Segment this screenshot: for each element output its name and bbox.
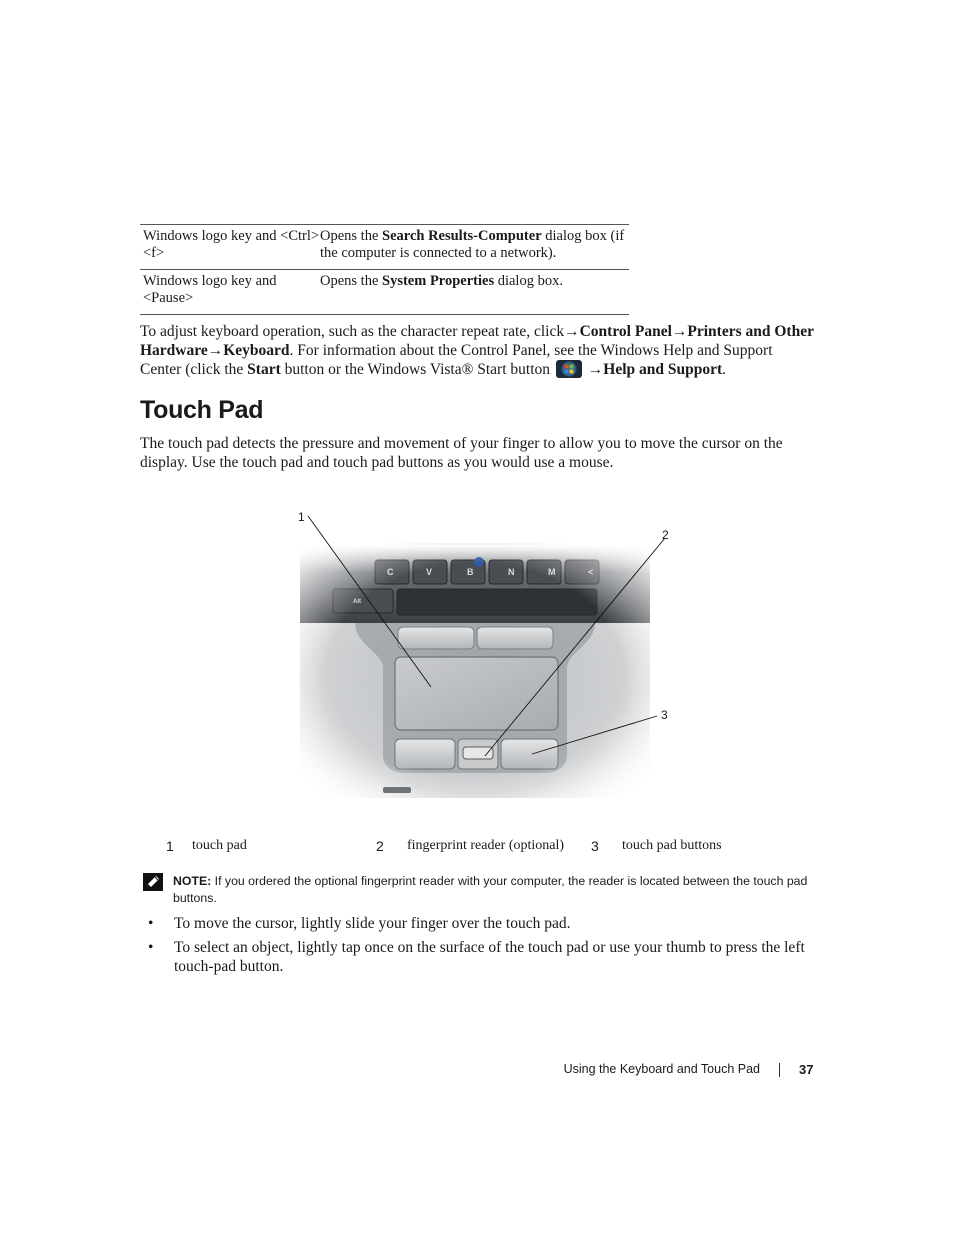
legend-number: 1: [166, 838, 174, 854]
callout-1: 1: [298, 510, 305, 524]
table-cell-key: Windows logo key and <Pause>: [143, 273, 277, 306]
touchpad-illustration: [295, 505, 670, 805]
shortcut-table: [140, 224, 629, 315]
pencil-note-icon: [143, 873, 163, 891]
table-row: [140, 225, 629, 270]
keyboard-paragraph: To adjust keyboard operation, such as the character repeat rate, click→Control Panel→Printers and Other Hardware→Keyboard. For information about the Control Panel, see the Windows Help and Support Center (click the Start button or the Windows Vista® Start button →Help and Support.: [140, 323, 814, 378]
table-cell-description: Opens the Search Results-Computer dialog box (if the computer is connected to a network).: [320, 228, 625, 261]
bullet-list: [148, 914, 818, 933]
touchpad-figure: [295, 505, 670, 805]
page-number: 37: [799, 1062, 814, 1077]
legend-number: 2: [376, 838, 384, 854]
legend-label: touch pad buttons: [622, 838, 722, 853]
table-cell-description: Opens the System Properties dialog box.: [320, 273, 563, 289]
intro-paragraph: The touch pad detects the pressure and movement of your finger to allow you to move the cursor on the display. Use the touch pad and touch pad buttons as you would use a mouse.: [140, 435, 783, 471]
bullet-list: [148, 938, 818, 976]
figure-legend: [0, 838, 954, 858]
windows-start-icon: [556, 360, 582, 378]
note-text: NOTE: If you ordered the optional fingerprint reader with your computer, the reader is located between the touch pad buttons.: [173, 874, 808, 905]
note-box: [143, 873, 813, 907]
table-cell-key: Windows logo key and <Ctrl><f>: [143, 228, 320, 261]
callout-2: 2: [662, 528, 669, 542]
list-item: • To move the cursor, lightly slide your finger over the touch pad.: [148, 915, 571, 932]
callout-3: 3: [661, 708, 668, 722]
legend-number: 3: [591, 838, 599, 854]
footer-section-title: Using the Keyboard and Touch Pad: [563, 1062, 760, 1076]
section-heading: Touch Pad: [140, 396, 264, 424]
table-row: [140, 270, 629, 315]
footer-separator: [779, 1063, 780, 1077]
list-item: • To select an object, lightly tap once on the surface of the touch pad or use your thumb to press the left touch-pad button.: [148, 939, 805, 975]
legend-label: fingerprint reader (optional): [407, 838, 565, 853]
legend-label: touch pad: [192, 838, 247, 853]
